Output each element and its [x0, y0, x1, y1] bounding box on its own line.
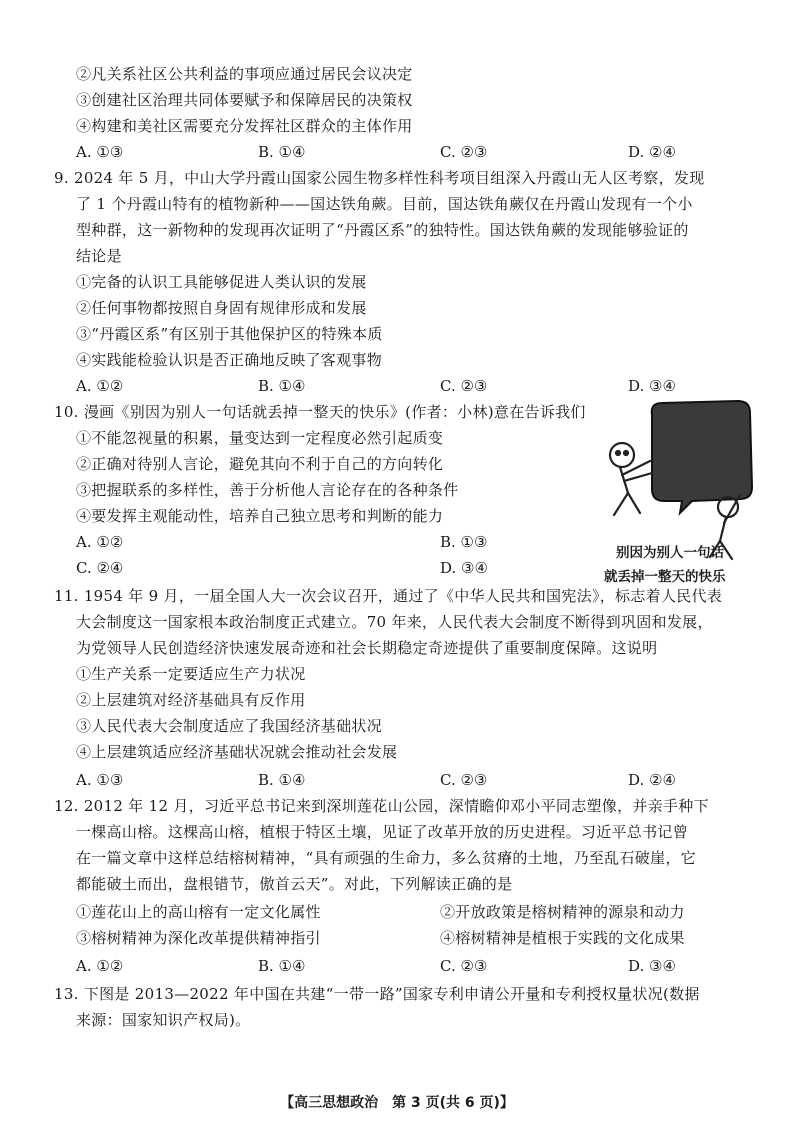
q9-stem-line-2: 了 1 个丹霞山特有的植物新种——国达铁角蕨。目前，国达铁角蕨仅在丹霞山发现有一个小	[76, 195, 693, 213]
q11-item-3: ③人民代表大会制度适应了我国经济基础状况	[76, 717, 383, 735]
q10-stem: 10. 漫画《别因为别人一句话就丢掉一整天的快乐》(作者：小林)意在告诉我们	[54, 403, 586, 421]
q9-stem-line-1: 9. 2024 年 5 月，中山大学丹霞山国家公园生物多样性科考项目组深入丹霞山无人区考察，发现	[54, 169, 705, 187]
q9-item-1: ①完备的认识工具能够促进人类认识的发展	[76, 273, 367, 291]
q12-item-4: ④榕树精神是植根于实践的文化成果	[440, 929, 685, 947]
q12-option-d: D. ③④	[628, 957, 676, 975]
page-footer: 【高三思想政治 第 3 页(共 6 页)】	[280, 1095, 514, 1111]
q11-item-4: ④上层建筑适应经济基础状况就会推动社会发展	[76, 743, 398, 761]
q12-item-1: ①莲花山上的高山榕有一定文化属性	[76, 903, 321, 921]
speech-bubble-shape	[652, 401, 752, 513]
q13-stem-line-1: 13. 下图是 2013—2022 年中国在共建“一带一路”国家专利申请公开量和专利授权量状况(数据	[54, 985, 700, 1003]
q10-item-4: ④要发挥主观能动性，培养自己独立思考和判断的能力	[76, 507, 444, 525]
q10-option-b: B. ①③	[440, 533, 488, 551]
q10-option-d: D. ③④	[440, 559, 488, 577]
q11-option-b: B. ①④	[258, 771, 306, 789]
q10-option-c: C. ②④	[76, 559, 124, 577]
q12-stem-line-2: 一棵高山榕。这棵高山榕，植根于特区土壤，见证了改革开放的历史进程。习近平总书记曾	[76, 823, 689, 841]
q12-stem-line-4: 都能破土而出，盘根错节，傲首云天”。对此，下列解读正确的是	[76, 875, 513, 893]
q13-stem-line-2: 来源：国家知识产权局)。	[76, 1011, 251, 1029]
q9-item-2: ②任何事物都按照自身固有规律形成和发展	[76, 299, 367, 317]
figure-left	[610, 443, 652, 515]
q11-option-c: C. ②③	[440, 771, 488, 789]
q10-item-3: ③把握联系的多样性，善于分析他人言论存在的各种条件	[76, 481, 459, 499]
q8-option-d: D. ②④	[628, 143, 676, 161]
q9-item-3: ③“丹霞区系”有区别于其他保护区的特殊本质	[76, 325, 383, 343]
q10-item-1: ①不能忽视量的积累，量变达到一定程度必然引起质变	[76, 429, 444, 447]
q11-option-d: D. ②④	[628, 771, 676, 789]
q8-item-2: ②凡关系社区公共利益的事项应通过居民会议决定	[76, 65, 413, 83]
q9-stem-line-3: 型种群，这一新物种的发现再次证明了“丹霞区系”的独特性。国达铁角蕨的发现能够验证的	[76, 221, 689, 239]
q8-item-3: ③创建社区治理共同体要赋予和保障居民的决策权	[76, 91, 413, 109]
cartoon-caption-line-1: 别因为别人一句话	[616, 545, 724, 561]
q8-option-c: C. ②③	[440, 143, 488, 161]
q9-option-b: B. ①④	[258, 377, 306, 395]
q9-stem-line-4: 结论是	[76, 247, 122, 265]
q9-item-4: ④实践能检验认识是否正确地反映了客观事物	[76, 351, 383, 369]
q12-option-a: A. ①②	[76, 957, 124, 975]
q12-stem-line-1: 12. 2012 年 12 月，习近平总书记来到深圳莲花山公园，深情瞻仰邓小平同志塑像，并亲手种下	[54, 797, 709, 815]
q12-option-b: B. ①④	[258, 957, 306, 975]
q12-stem-line-3: 在一篇文章中这样总结榕树精神，“具有顽强的生命力，多么贫瘠的土地，乃至乱石破崖，它	[76, 849, 696, 867]
cartoon-caption-line-2: 就丢掉一整天的快乐	[604, 569, 726, 585]
q11-option-a: A. ①③	[76, 771, 124, 789]
q11-item-1: ①生产关系一定要适应生产力状况	[76, 665, 306, 683]
q12-option-c: C. ②③	[440, 957, 488, 975]
q9-option-a: A. ①②	[76, 377, 124, 395]
q8-option-a: A. ①③	[76, 143, 124, 161]
q11-stem-line-2: 大会制度这一国家根本政治制度正式建立。70 年来，人民代表大会制度不断得到巩固和发展，	[76, 613, 713, 631]
q9-option-c: C. ②③	[440, 377, 488, 395]
q11-item-2: ②上层建筑对经济基础具有反作用	[76, 691, 306, 709]
q11-stem-line-1: 11. 1954 年 9 月，一届全国人大一次会议召开，通过了《中华人民共和国宪法》，标志着人民代表	[54, 587, 723, 605]
q12-item-3: ③榕树精神为深化改革提供精神指引	[76, 929, 321, 947]
q10-item-2: ②正确对待别人言论，避免其向不利于自己的方向转化	[76, 455, 444, 473]
q8-option-b: B. ①④	[258, 143, 306, 161]
q8-item-4: ④构建和美社区需要充分发挥社区群众的主体作用	[76, 117, 413, 135]
q11-stem-line-3: 为党领导人民创造经济快速发展奇迹和社会长期稳定奇迹提供了重要制度保障。这说明	[76, 639, 658, 657]
q9-option-d: D. ③④	[628, 377, 676, 395]
q10-option-a: A. ①②	[76, 533, 124, 551]
q12-item-2: ②开放政策是榕树精神的源泉和动力	[440, 903, 685, 921]
